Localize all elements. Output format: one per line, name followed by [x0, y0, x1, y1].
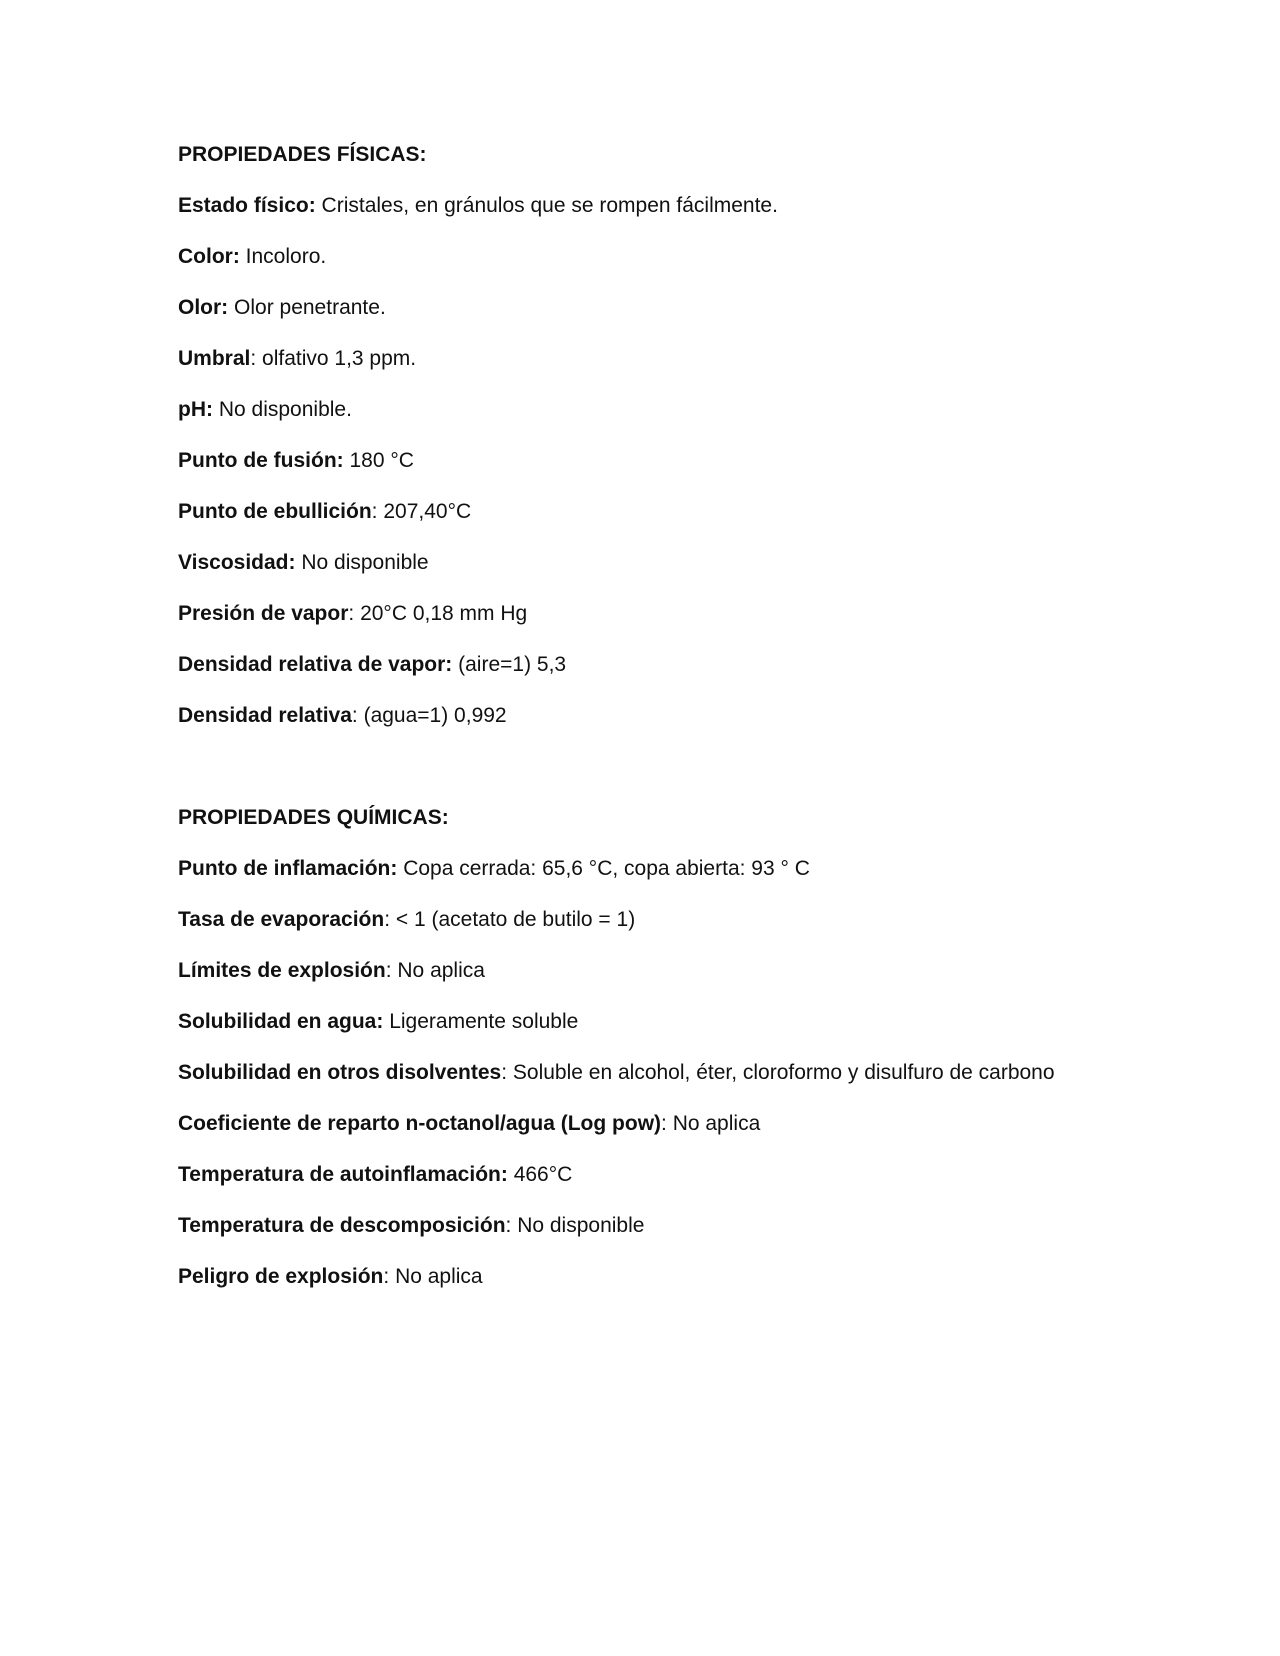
property-label: Color: [178, 245, 240, 268]
property-value: Ligeramente soluble [389, 1010, 579, 1033]
property-value: < 1 (acetato de butilo = 1) [395, 908, 636, 931]
property-row [178, 650, 1078, 680]
chemical-properties-list [178, 854, 1078, 1292]
property-value: 20°C 0,18 mm Hg [360, 602, 528, 625]
property-row [178, 1211, 1078, 1241]
property-value: No aplica [395, 1265, 483, 1288]
property-separator: : [371, 500, 384, 523]
property-label: Solubilidad en agua: [178, 1010, 384, 1033]
property-row [178, 548, 1078, 578]
property-separator: : [501, 1061, 513, 1084]
property-label: Densidad relativa [178, 704, 352, 727]
property-value: 207,40°C [383, 500, 472, 523]
property-value: No disponible [301, 551, 429, 574]
section-title: PROPIEDADES FÍSICAS: [178, 143, 427, 166]
property-row [178, 701, 1078, 731]
property-label: Presión de vapor [178, 602, 349, 625]
property-value: No disponible [517, 1214, 645, 1237]
property-label: Temperatura de descomposición [178, 1214, 506, 1237]
property-value: (aire=1) 5,3 [458, 653, 567, 676]
property-label: Temperatura de autoinflamación: [178, 1163, 508, 1186]
property-separator: : [385, 959, 398, 982]
chemical-properties-section [178, 803, 1078, 1292]
property-row [178, 344, 1078, 374]
property-row [178, 956, 1078, 986]
property-row [178, 905, 1078, 935]
property-separator: : [384, 908, 396, 931]
property-separator: : [351, 704, 364, 727]
property-value: No aplica [672, 1112, 761, 1135]
property-label: pH: [178, 398, 213, 421]
property-row [178, 1007, 1078, 1037]
property-row [178, 242, 1078, 272]
property-row [178, 497, 1078, 527]
property-row [178, 446, 1078, 476]
property-label: Punto de fusión: [178, 449, 344, 472]
physical-properties-list [178, 191, 1078, 731]
property-row [178, 1109, 1078, 1139]
section-spacer [178, 752, 1078, 803]
document-page [178, 140, 1078, 1313]
property-label: Olor: [178, 296, 229, 319]
property-label: Tasa de evaporación [178, 908, 385, 931]
property-separator: : [348, 602, 361, 625]
property-value: No aplica [397, 959, 485, 982]
property-value: olfativo 1,3 ppm. [262, 347, 417, 370]
property-row [178, 395, 1078, 425]
property-label: Peligro de explosión [178, 1265, 384, 1288]
section-title: PROPIEDADES QUÍMICAS: [178, 806, 449, 829]
property-value: 180 °C [349, 449, 414, 472]
property-label: Umbral [178, 347, 251, 370]
physical-properties-section [178, 140, 1078, 731]
property-label: Límites de explosión [178, 959, 386, 982]
property-value: Incoloro. [245, 245, 327, 268]
property-value: Copa cerrada: 65,6 °C, copa abierta: 93 ° C [403, 857, 810, 880]
property-label: Viscosidad: [178, 551, 296, 574]
property-value: Olor penetrante. [234, 296, 386, 319]
property-label: Solubilidad en otros disolventes [178, 1061, 502, 1084]
property-row [178, 1058, 1078, 1088]
property-row [178, 1262, 1078, 1292]
property-row [178, 293, 1078, 323]
property-row [178, 191, 1078, 221]
property-label: Punto de ebullición [178, 500, 372, 523]
property-row [178, 1160, 1078, 1190]
property-value: No disponible. [218, 398, 352, 421]
property-value: (agua=1) 0,992 [363, 704, 507, 727]
property-row [178, 854, 1078, 884]
property-separator: : [661, 1112, 673, 1135]
property-separator: : [383, 1265, 396, 1288]
property-separator: : [250, 347, 263, 370]
property-label: Coeficiente de reparto n-octanol/agua (Log pow) [178, 1112, 662, 1135]
property-value: Cristales, en gránulos que se rompen fácilmente. [321, 194, 778, 217]
property-label: Estado físico: [178, 194, 316, 217]
property-label: Densidad relativa de vapor: [178, 653, 453, 676]
property-row [178, 599, 1078, 629]
property-value: 466°C [513, 1163, 573, 1186]
property-separator: : [505, 1214, 518, 1237]
property-label: Punto de inflamación: [178, 857, 398, 880]
property-value: Soluble en alcohol, éter, cloroformo y disulfuro de carbono [512, 1061, 1055, 1084]
